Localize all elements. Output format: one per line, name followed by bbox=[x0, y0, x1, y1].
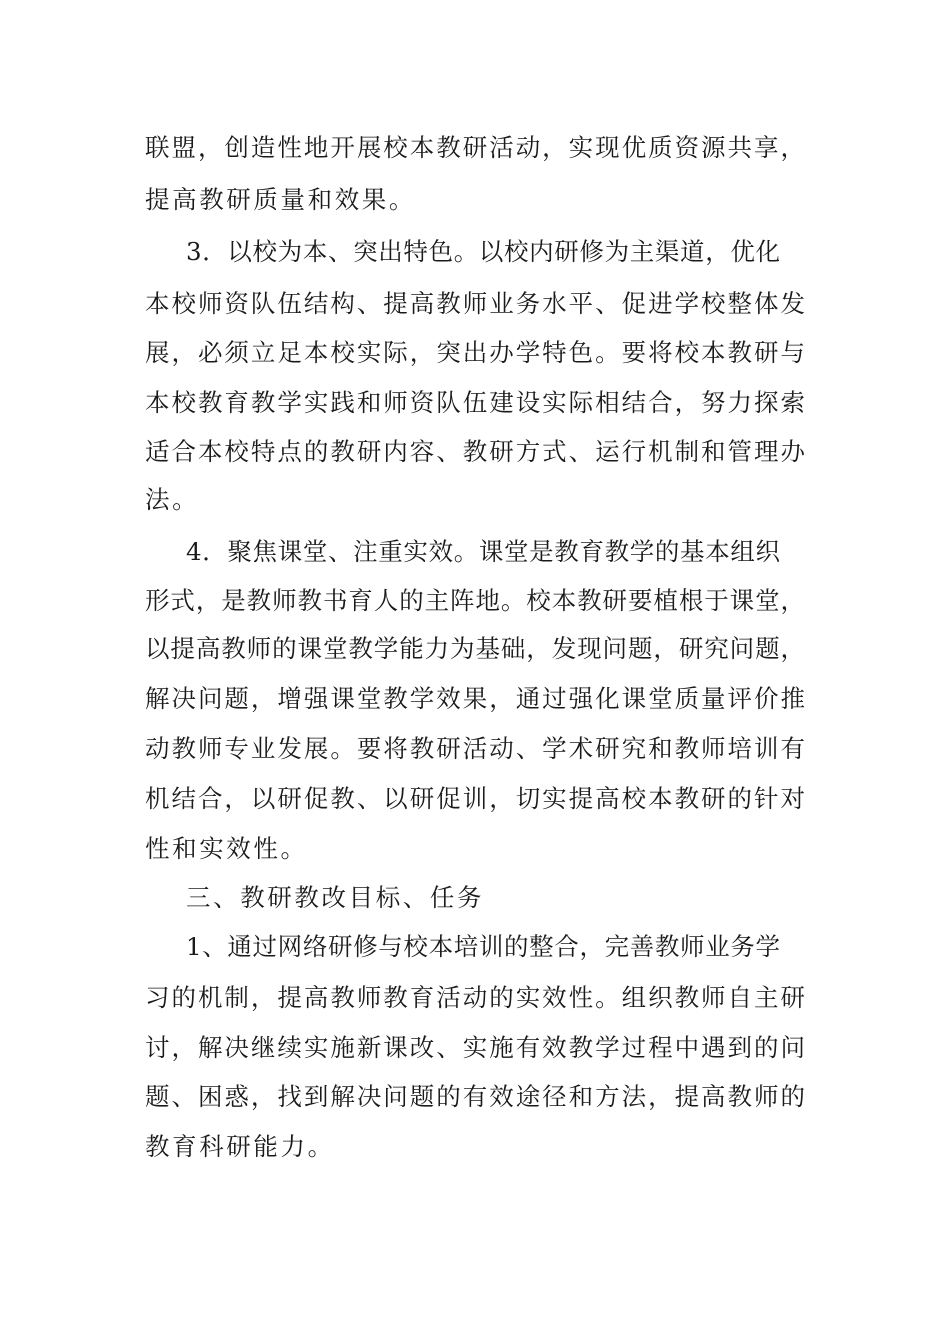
paragraph-line: 题、困惑，找到解决问题的有效途径和方法，提高教师的 bbox=[145, 1082, 805, 1111]
paragraph-line: 教育科研能力。 bbox=[145, 1132, 335, 1161]
paragraph-line: 展，必须立足本校实际，突出办学特色。要将校本教研与 bbox=[145, 338, 805, 367]
paragraph-line: 1、通过网络研修与校本培训的整合，完善教师业务学 bbox=[186, 932, 780, 961]
paragraph-line: 动教师专业发展。要将教研活动、学术研究和教师培训有 bbox=[145, 734, 805, 763]
paragraph-line: 适合本校特点的教研内容、教研方式、运行机制和管理办 bbox=[145, 437, 805, 466]
paragraph-line: 本校师资队伍结构、提高教师业务水平、促进学校整体发 bbox=[145, 289, 805, 318]
section-heading: 三、教研教改目标、任务 bbox=[186, 883, 485, 912]
paragraph-line: 法。 bbox=[145, 485, 200, 514]
paragraph-line: 习的机制，提高教师教育活动的实效性。组织教师自主研 bbox=[145, 983, 805, 1012]
paragraph-line: 本校教育教学实践和师资队伍建设实际相结合，努力探索 bbox=[145, 388, 805, 417]
paragraph-line: 讨，解决继续实施新课改、实施有效教学过程中遇到的问 bbox=[145, 1033, 805, 1062]
paragraph-line: 以提高教师的课堂教学能力为基础，发现问题，研究问题， bbox=[145, 634, 805, 663]
paragraph-line: 4．聚焦课堂、注重实效。课堂是教育教学的基本组织 bbox=[186, 537, 780, 566]
paragraph-line: 形式，是教师教书育人的主阵地。校本教研要植根于课堂， bbox=[145, 586, 805, 615]
paragraph-line: 机结合，以研促教、以研促训，切实提高校本教研的针对 bbox=[145, 784, 805, 813]
paragraph-line: 3．以校为本、突出特色。以校内研修为主渠道，优化 bbox=[186, 237, 780, 266]
paragraph-line: 提高教研质量和效果。 bbox=[145, 185, 416, 214]
paragraph-line: 联盟，创造性地开展校本教研活动，实现优质资源共享， bbox=[145, 133, 805, 162]
paragraph-line: 性和实效性。 bbox=[145, 834, 308, 863]
paragraph-line: 解决问题，增强课堂教学效果，通过强化课堂质量评价推 bbox=[145, 684, 805, 713]
